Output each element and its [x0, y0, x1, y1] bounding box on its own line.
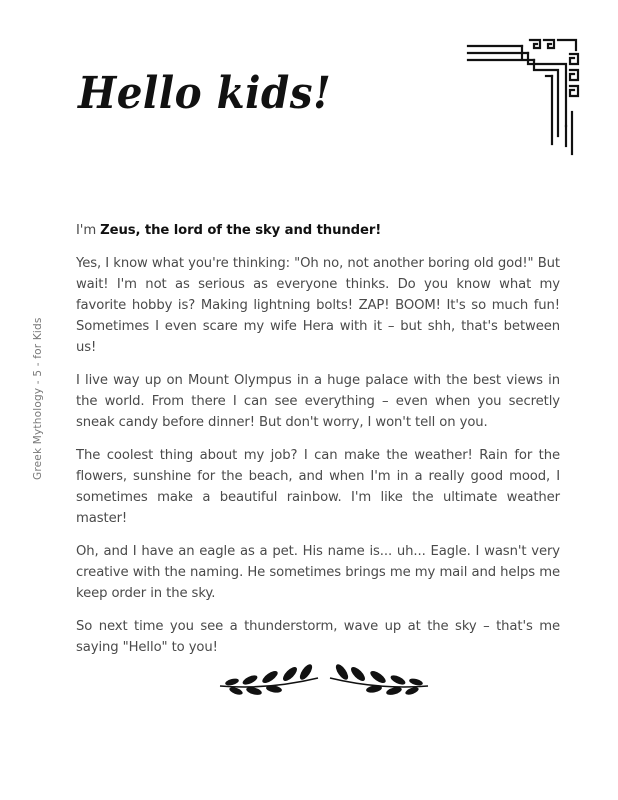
- intro-paragraph: [76, 220, 560, 241]
- body-text: [76, 220, 560, 670]
- paragraph: I live way up on Mount Olympus in a huge palace with the best views in the world. From there I can see everything – even when you secretly sneak candy before dinner! But don't worry, I won't tell on you.: [76, 373, 560, 430]
- intro-prefix: I'm: [76, 223, 101, 238]
- intro-bold: Zeus, the lord of the sky and thunder!: [100, 223, 382, 238]
- page-title: Hello kids!: [78, 68, 332, 119]
- paragraph: The coolest thing about my job? I can make the weather! Rain for the flowers, sunshine for the beach, and when I'm in a really good mood, I sometimes make a beautiful rainbow. I'm like the ultimate weather master!: [76, 448, 560, 526]
- paragraph: So next time you see a thunderstorm, wave up at the sky – that's me saying "Hello" to you!: [76, 619, 560, 655]
- paragraph: Oh, and I have an eagle as a pet. His name is... uh... Eagle. I wasn't very creative with the naming. He sometimes brings me my mail and helps me keep order in the sky.: [76, 544, 560, 601]
- paragraph: Yes, I know what you're thinking: "Oh no, not another boring old god!" But wait! I'm not as serious as everyone thinks. Do you know what my favorite hobby is? Making lightning bolts! ZAP! BOOM! It's so much fun! Sometimes I even scare my wife Hera with it – but shh, that's between us!: [76, 256, 560, 355]
- side-label: Greek Mythology - 5 - for Kids: [32, 317, 44, 480]
- greek-key-corner-icon: [466, 36, 582, 158]
- laurel-branch-icon: [218, 664, 430, 696]
